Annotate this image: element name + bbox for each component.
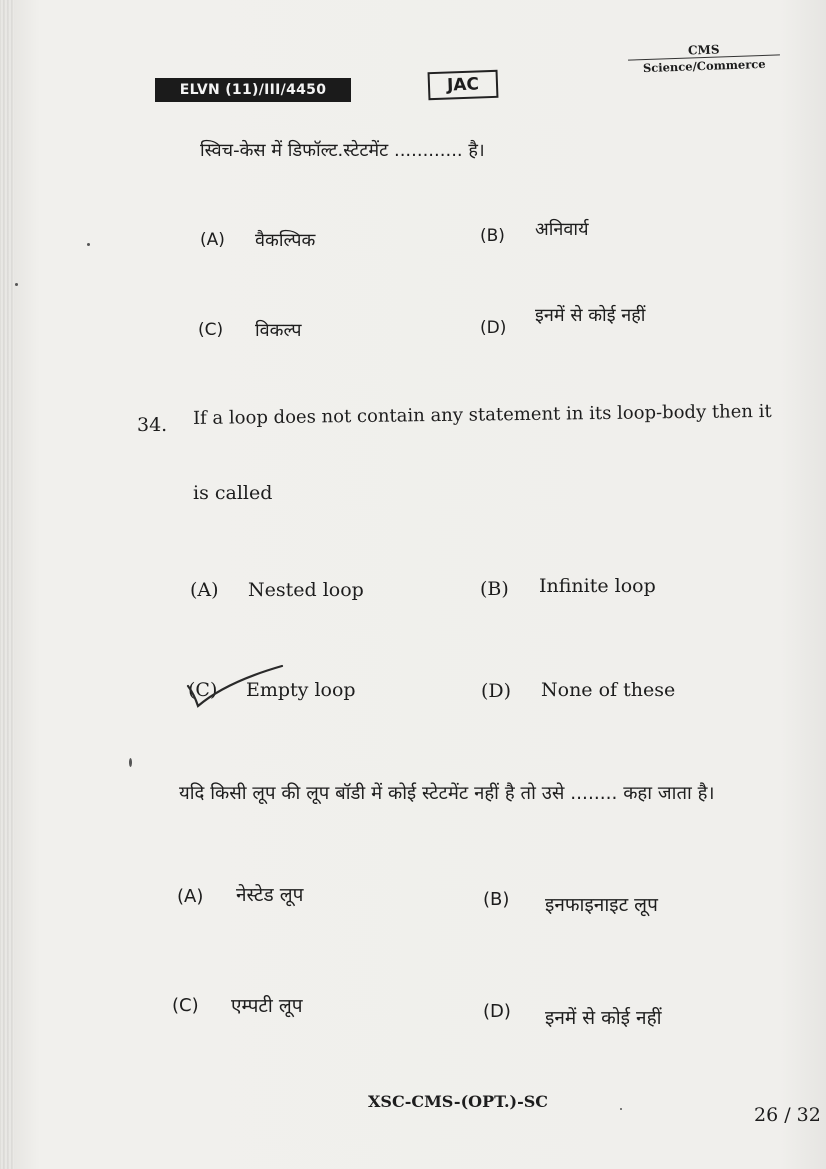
scan-speck — [620, 1108, 622, 1110]
q34-hindi-stem: यदि किसी लूप की लूप बॉडी में कोई स्टेटमेंट नहीं है तो उसे ........ कहा जाता है। — [179, 783, 715, 804]
subject-label: CMS — [687, 42, 720, 58]
q33-hindi-option-d-text: इनमें से कोई नहीं — [535, 305, 646, 326]
q34-option-c-label: (C) — [188, 679, 218, 701]
answer-tick-mark-icon — [186, 660, 286, 710]
q34-hindi-option-a-label: (A) — [177, 886, 204, 907]
q34-stem-line2: is called — [193, 482, 273, 504]
q34-option-a-label: (A) — [190, 579, 219, 601]
q34-hindi-option-a-text: नेस्टेड लूप — [236, 884, 304, 906]
q34-option-d-text: None of these — [541, 679, 676, 701]
board-box: JAC — [428, 70, 499, 100]
subject-block — [628, 40, 781, 75]
q33-hindi-option-a-text: वैकल्पिक — [255, 230, 316, 251]
q34-option-b-label: (B) — [480, 578, 509, 600]
q34-option-b-text: Infinite loop — [539, 575, 656, 597]
scan-speck — [129, 758, 132, 767]
scan-speck — [15, 283, 18, 286]
q34-option-d-label: (D) — [481, 680, 512, 702]
q33-hindi-option-b-text: अनिवार्य — [535, 219, 589, 240]
q34-stem-line1: If a loop does not contain any statement in its loop-body then it — [192, 400, 772, 429]
page-stack-edge — [0, 0, 14, 1169]
stream-label: Science/Commerce — [628, 54, 780, 75]
q33-hindi-stem: स्विच-केस में डिफॉल्ट.स्टेटमेंट ............ है। — [200, 140, 485, 161]
q34-hindi-option-c-label: (C) — [172, 995, 199, 1016]
paper-code-box: ELVN (11)/III/4450 — [155, 78, 351, 102]
q34-option-c-text: Empty loop — [246, 679, 356, 701]
q34-hindi-option-c-text: एम्पटी लूप — [231, 995, 303, 1017]
q34-hindi-option-d-label: (D) — [483, 1001, 511, 1022]
q34-hindi-option-d-text: इनमें से कोई नहीं — [545, 1007, 662, 1029]
scan-speck — [87, 243, 90, 246]
q33-hindi-option-d-label: (D) — [480, 318, 507, 338]
q33-hindi-option-a-label: (A) — [200, 230, 225, 250]
q33-hindi-option-c-text: विकल्प — [255, 320, 302, 341]
q34-hindi-option-b-text: इनफाइनाइट लूप — [545, 894, 658, 916]
q34-option-a-text: Nested loop — [248, 579, 364, 601]
q33-hindi-option-b-label: (B) — [480, 226, 505, 246]
q33-hindi-option-c-label: (C) — [198, 320, 224, 340]
page-number: 26 / 32 — [754, 1104, 821, 1126]
q34-number: 34. — [137, 414, 168, 436]
footer-code: XSC-CMS-(OPT.)-SC — [368, 1092, 549, 1111]
q34-hindi-option-b-label: (B) — [483, 889, 510, 910]
